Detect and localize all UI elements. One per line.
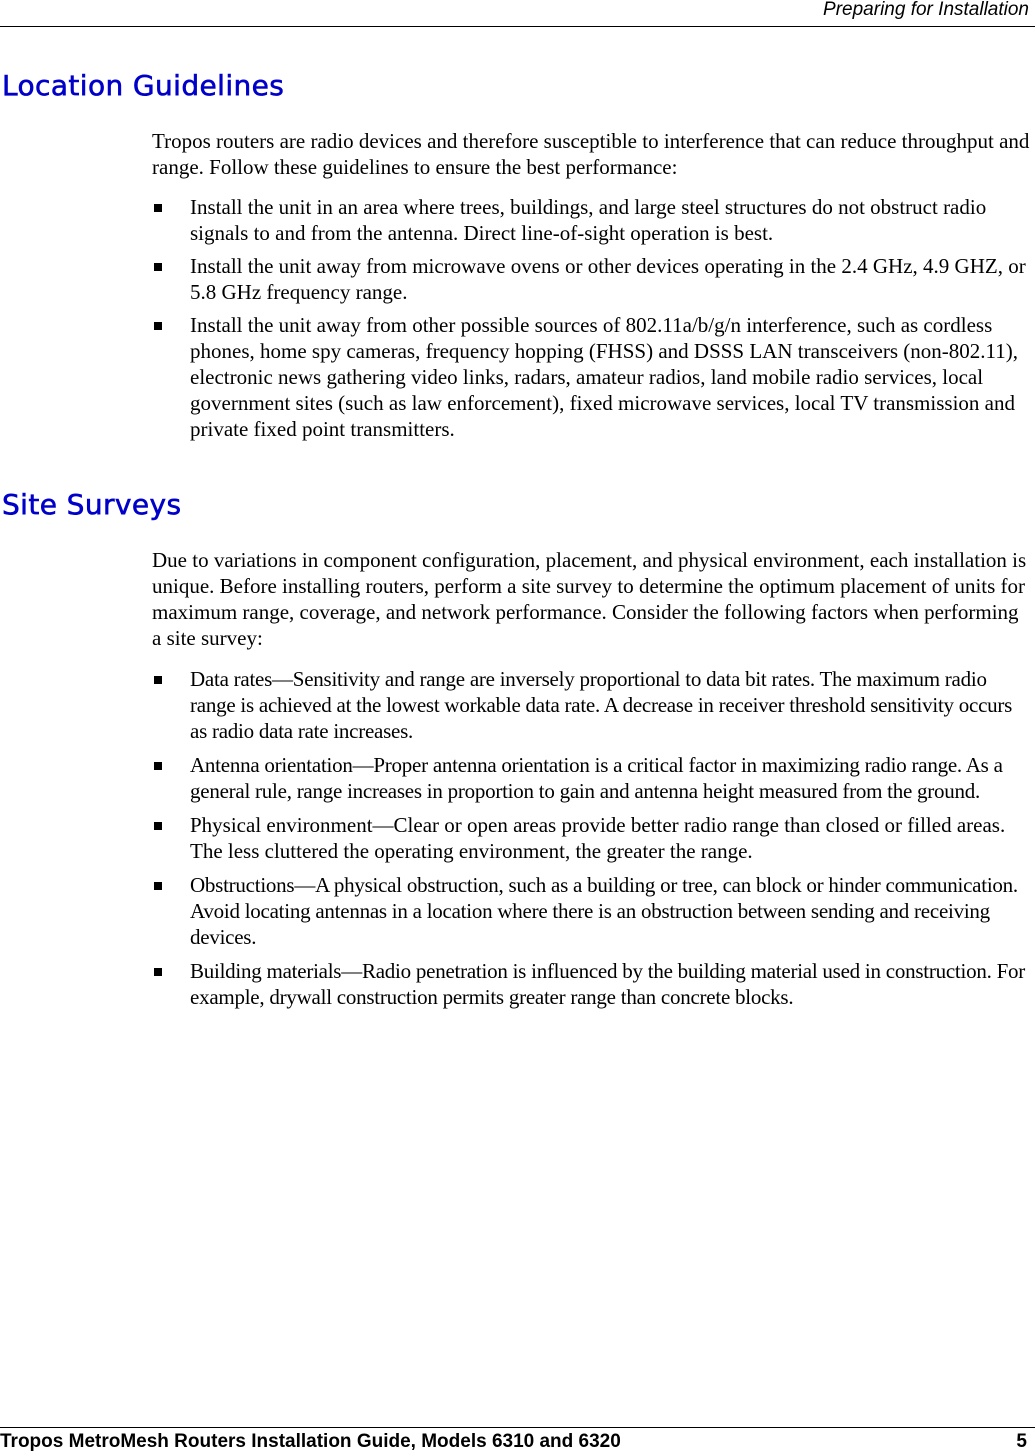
list-item-text: Building materials—Radio penetration is influenced by the building material used in construction. For example, drywall construction permits greater range than concrete blocks. [190, 959, 1025, 1009]
bullet-square-icon [154, 204, 162, 212]
bullet-square-icon [154, 882, 162, 890]
list-item [152, 666, 1032, 744]
list-item-text: Physical environment—Clear or open areas provide better radio range than closed or filled areas. The less cluttered the operating environment, the greater the range. [190, 813, 1006, 863]
section-heading-location-guidelines: Location Guidelines [2, 69, 285, 102]
list-item-text: Obstructions—A physical obstruction, such as a building or tree, can block or hinder communication. Avoid locating antennas in a location where there is an obstruction between sending and receiving devices. [190, 873, 1018, 949]
list-item [152, 752, 1032, 804]
running-header: Preparing for Installation [823, 0, 1029, 20]
footer-rule [0, 1427, 1035, 1428]
list-item [152, 194, 1032, 246]
list-item [152, 253, 1032, 305]
list-item-text: Data rates—Sensitivity and range are inversely proportional to data bit rates. The maximum radio range is achieved at the lowest workable data rate. A decrease in receiver threshold sensitivity occurs as radio data rate increases. [190, 667, 1013, 743]
bullet-square-icon [154, 762, 162, 770]
header-rule [0, 26, 1035, 27]
site-survey-factors-list [152, 666, 1032, 1010]
bullet-square-icon [154, 263, 162, 271]
location-guidelines-list [152, 194, 1032, 442]
list-item-text: Install the unit away from other possible sources of 802.11a/b/g/n interference, such as cordless phones, home spy cameras, frequency hopping (FHSS) and DSSS LAN transceivers (non-802.11), electronic news gathering video links, radars, amateur radios, land mobile radio services, local government sites (such as law enforcement), fixed microwave services, local TV transmission and private fixed point transmitters. [190, 313, 1018, 441]
page-number: 5 [1016, 1431, 1027, 1452]
location-intro-paragraph: Tropos routers are radio devices and therefore susceptible to interference that can reduce throughput and range. Follow these guidelines to ensure the best performance: [152, 129, 1030, 179]
footer-document-title: Tropos MetroMesh Routers Installation Guide, Models 6310 and 6320 [0, 1431, 621, 1452]
site-surveys-intro-paragraph: Due to variations in component configuration, placement, and physical environment, each installation is unique. Before installing routers, perform a site survey to determine the optimum placement of units for maximum range, coverage, and network performance. Consider the following factors when performing a site survey: [152, 548, 1027, 650]
bullet-square-icon [154, 968, 162, 976]
list-item [152, 812, 1032, 864]
list-item [152, 312, 1032, 442]
list-item [152, 958, 1032, 1010]
section-heading-site-surveys: Site Surveys [2, 488, 182, 521]
bullet-square-icon [154, 676, 162, 684]
bullet-square-icon [154, 822, 162, 830]
bullet-square-icon [154, 322, 162, 330]
list-item [152, 872, 1032, 950]
list-item-text: Install the unit away from microwave ovens or other devices operating in the 2.4 GHz, 4.9 GHZ, or 5.8 GHz frequency range. [190, 254, 1026, 304]
list-item-text: Antenna orientation—Proper antenna orientation is a critical factor in maximizing radio range. As a general rule, range increases in proportion to gain and antenna height measured from the ground. [190, 753, 1003, 803]
list-item-text: Install the unit in an area where trees, buildings, and large steel structures do not obstruct radio signals to and from the antenna. Direct line-of-sight operation is best. [190, 195, 987, 245]
